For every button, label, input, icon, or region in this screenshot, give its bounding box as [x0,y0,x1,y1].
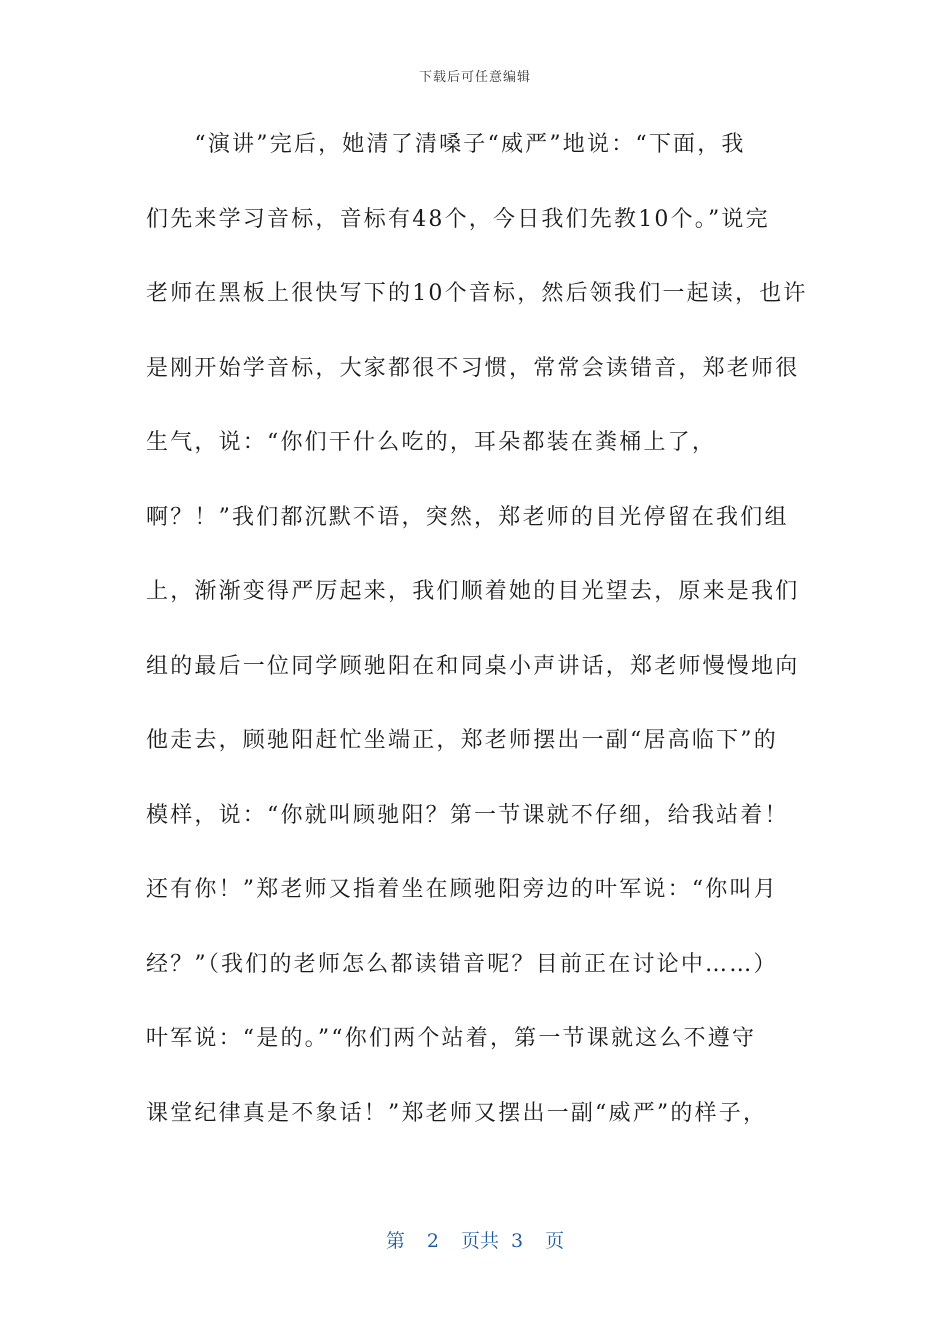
text-line: 他走去，顾驰阳赶忙坐端正，郑老师摆出一副“居高临下”的 [146,728,778,753]
page-header: 下载后可任意编辑 [418,70,531,85]
footer-middle: 页共 [460,1230,499,1252]
text-line: 组的最后一位同学顾驰阳在和同桌小声讲话，郑老师慢慢地向 [146,653,800,679]
text-line: 还有你！”郑老师又指着坐在顾驰阳旁边的叶军说：“你叫月 [146,877,778,902]
current-page-number: 2 [426,1230,439,1252]
text-line: “演讲”完后，她清了清嗓子“威严”地说：“下面，我 [146,132,746,157]
page-footer [0,1226,950,1253]
text-line: 上，渐渐变得严厉起来，我们顺着她的目光望去，原来是我们 [146,579,800,604]
text-line: 叶军说：“是的。”“你们两个站着，第一节课就这么不遵守 [146,1026,757,1051]
document-body [146,108,806,1151]
footer-prefix: 第 [385,1230,405,1252]
text-line: 们先来学习音标，音标有48个，今日我们先教10个。”说完 [146,206,770,232]
text-line: 课堂纪律真是不象话！”郑老师又摆出一副“威严”的样子， [146,1100,768,1126]
text-line: 模样，说：“你就叫顾驰阳？第一节课就不仔细，给我站着！ [146,802,789,828]
footer-suffix: 页 [545,1230,565,1252]
total-pages-number: 3 [511,1230,524,1252]
text-line: 是刚开始学音标，大家都很不习惯，常常会读错音，郑老师很 [146,355,800,381]
text-line: 老师在黑板上很快写下的10个音标，然后领我们一起读，也许 [146,281,808,306]
text-line: 经？”（我们的老师怎么都读错音呢？目前正在讨论中……） [146,951,778,977]
text-line: 生气，说：“你们干什么吃的，耳朵都装在粪桶上了， [146,430,717,455]
text-line: 啊？！”我们都沉默不语，突然，郑老师的目光停留在我们组 [146,504,789,530]
